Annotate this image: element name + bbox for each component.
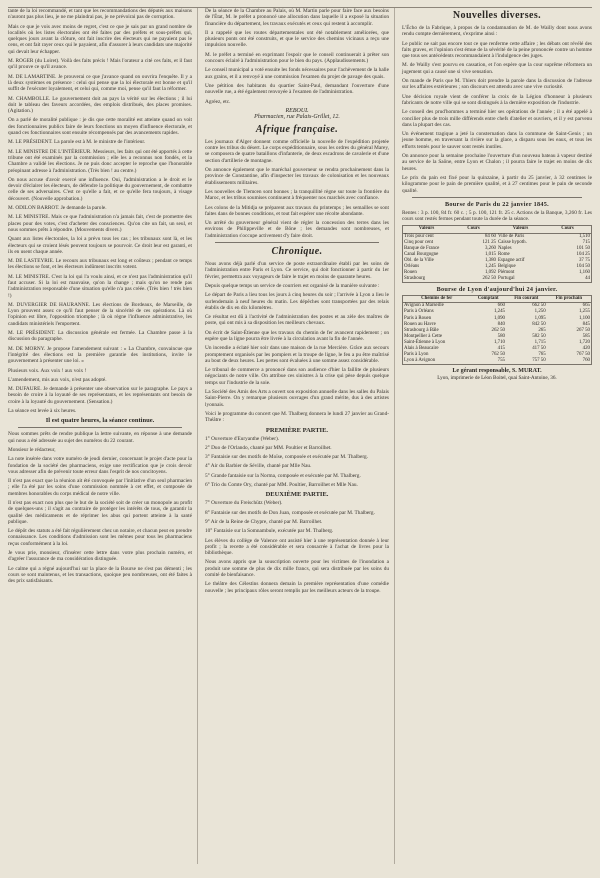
program-item: 5° Grande fantaisie sur la Norma, composée et exécutée par M. Thalberg.	[205, 472, 361, 479]
table-row	[403, 233, 591, 240]
column-2-outro	[205, 538, 389, 594]
paragraph: Je vous prie, monsieur, d'insérer cette lettre dans votre plus prochain numéro, et d'agréer l'assurance de ma considération distinguée.	[8, 550, 194, 563]
paragraph: Le dépôt des statuts a été fait régulièrement chez un notaire, et chacun peut en prendre connaissance. Les conditions d'admission sont les mêmes pour tous les pharmaciens reçus conformément à la loi.	[8, 528, 194, 547]
table-cell: 1,720	[578, 339, 590, 345]
column-header: Chemins de fer	[403, 296, 470, 303]
program-head-2: DEUXIÈME PARTIE.	[265, 491, 329, 499]
paragraph: M. LE PRÉSIDENT. La discussion générale est fermée. La Chambre passe à la discussion du paragraphe.	[8, 330, 194, 343]
table-cell: 415	[497, 346, 505, 352]
column-header: Cours	[544, 226, 591, 233]
table-body	[403, 233, 591, 282]
paragraph: Nous avons appris que la souscription ouverte pour les victimes de l'inondation a produit une somme de plus de dix mille francs, qui sera distribuée par les soins du comité de bienfaisance.	[205, 559, 391, 578]
table-cell: 840	[497, 321, 505, 327]
table-body	[403, 303, 591, 364]
paragraph: Le conseil des prud'hommes a terminé hier ses opérations de l'année ; il a été appelé à concilier plus de trois mille différends entre chefs d'atelier et ouvriers, et il y est parvenu dans la plupart des cas.	[402, 109, 594, 128]
bourse-paris-table-box	[402, 225, 592, 283]
column-header: Valeurs	[497, 226, 544, 233]
nouvelles-body	[402, 25, 592, 194]
table-cell: Lyon à Avignon	[404, 358, 436, 364]
table-cell: 3,260	[484, 245, 496, 251]
paragraph: Quant aux listes électorales, la loi a prévu tous les cas ; les tribunaux sont là, et les électeurs qui se croient lésés peuvent toujours se pourvoir. Ce droit leur est garanti, et ils en usent chaque année.	[8, 236, 194, 255]
paragraph: La Société des Amis des Arts a ouvert son exposition annuelle dans les salles du Palais Saint-Pierre. On y remarque plusieurs ouvrages d'un grand mérite, dus à des artistes lyonnais.	[205, 389, 391, 408]
table-cell: Banque de France	[404, 245, 440, 251]
paragraph: Le tribunal de commerce a prononcé dans son audience d'hier la faillite de plusieurs négociants de notre ville. On attribue ces sinistres à la crise qui pèse depuis quelque temps sur l'industrie de la soie.	[205, 367, 391, 386]
table-header-row	[403, 296, 591, 303]
chronique-body	[205, 261, 389, 424]
column-1-tail	[8, 431, 192, 584]
table-cell: 104 50	[576, 263, 590, 269]
paragraph: Nous avons déjà parlé d'un service de poste extraordinaire établi par les soins de l'administration entre Paris et Lyon. Ce service, qui doit fonctionner à partir du 1er février, permettra aux voyageurs de faire le trajet en moins de quarante heures.	[205, 261, 391, 280]
paragraph: La séance est levée à six heures.	[8, 408, 77, 415]
bourse-lyon-table	[403, 296, 591, 364]
table-cell: Strasbourg	[404, 276, 426, 282]
table-cell: 1,255	[578, 309, 590, 315]
paragraph: Plusieurs voix. Aux voix ! aux voix !	[8, 367, 87, 374]
paragraph: Un événement tragique a jeté la consternation dans la commune de Saint-Genis ; un jeune homme, en traversant la rivière sur la glace, a disparu sous les eaux, et tous les efforts tentés pour le sauver sont restés inutiles.	[402, 131, 594, 150]
column-header: Valeurs	[403, 226, 450, 233]
program-item: 8° Fantaisie sur des motifs de Don Juan, composée et exécutée par M. Thalberg.	[205, 509, 375, 516]
table-cell: 662 50	[532, 303, 546, 309]
afrique-body	[205, 139, 389, 239]
paragraph: Agréez, etc.	[205, 98, 231, 105]
table-cell: Paris à Lyon	[404, 352, 429, 358]
table-cell: 580	[497, 333, 505, 339]
table-cell: Espagne actif	[498, 257, 525, 263]
table-cell: 1,092	[484, 270, 496, 276]
paragraph: Voici le programme du concert que M. Thalberg donnera le lundi 27 janvier au Grand-Théâtre :	[205, 410, 389, 424]
table-cell: Caisse hypoth.	[498, 239, 527, 245]
table-cell: Rome	[498, 251, 510, 257]
column-header: Fin prochain	[547, 296, 591, 303]
table-row	[403, 303, 591, 310]
table-cell: 84 60	[484, 233, 496, 239]
paragraph: Il n'est pas exact non plus que le but de la société soit de créer un monopole au profit de quelques-uns ; il s'agit au contraire de protéger les intérêts de tous, de garantir la qualité des médicaments et de réprimer les abus qui portent atteinte à la santé publique.	[8, 500, 194, 525]
bourse-paris-table	[403, 226, 591, 282]
paragraph: Le prix du pain est fixé pour la quinzaine, à partir du 25 janvier, à 32 centimes le kilogramme pour le pain de première qualité, et à 27 centimes pour le pain de seconde qualité.	[402, 174, 594, 194]
divider	[18, 427, 182, 428]
paragraph: Les journaux d'Alger donnent comme officielle la nouvelle de l'expédition projetée contre les tribus du désert. Le corps expéditionnaire, sous les ordres du général Marey, se composera de quatre bataillons d'infanterie, de deux escadrons de cavalerie et d'une section d'artillerie de montagne.	[205, 138, 391, 164]
table-cell: 262 50	[482, 276, 496, 282]
table-cell: Rouen au Havre	[404, 321, 436, 327]
table-cell: 582 50	[532, 333, 546, 339]
program-item: 7° Ouverture du Freischütz (Weber).	[205, 500, 283, 507]
program-head-1: PREMIÈRE PARTIE.	[265, 426, 329, 434]
paragraph: Ce résultat est dû à l'activité de l'administration des postes et au zèle des maîtres de poste, qui ont mis à sa disposition les meilleurs chevaux.	[205, 314, 391, 327]
table-cell: Cinq pour cent	[404, 239, 434, 245]
paragraph: M. DUVERGIER DE HAURANNE. Les élections de Bordeaux, de Marseille, de Lyon prouvent assez ce qu'il faut penser de la sincérité de ces opérations. Là où l'opinion est libre, l'opposition triomphe ; là où règne l'influence administrative, les candidats ministériels l'emportent.	[8, 301, 194, 327]
paragraph: On mande de Paris que M. Thiers doit prendre la parole dans la discussion de l'adresse sur les affaires extérieures ; son discours est attendu avec une vive curiosité.	[402, 78, 594, 91]
signature	[205, 108, 389, 120]
signature-title: Pharmacien, rue Palais-Grillet, 12.	[254, 113, 340, 120]
table-cell: 1,090	[493, 315, 505, 321]
paragraph: M. LE MINISTRE. C'est la loi qui l'a voulu ainsi, et ce n'est pas l'administration qu'il faut accuser. Si la loi est mauvaise, qu'on la change ; mais qu'on ne rende pas l'administration responsable d'une situation qu'elle n'a pas créée. (Très bien ! très bien !)	[8, 273, 194, 299]
bourse-paris-title: Bourse de Paris du 22 janvier 1845.	[444, 200, 550, 208]
table-cell: 104 25	[576, 251, 590, 257]
table-cell: 1,245	[484, 263, 496, 269]
table-cell: 265	[538, 327, 546, 333]
program-item: 1° Ouverture d'Euryanthe (Weber).	[205, 435, 280, 442]
column-2-intro	[205, 8, 389, 105]
divider	[412, 197, 582, 198]
printer-line: Lyon, imprimerie de Léon Boitel, quai Saint-Antoine, 36.	[437, 374, 557, 381]
paragraph: Le conseil municipal a voté ensuite les fonds nécessaires pour l'achèvement de la halle aux grains, et il a renvoyé à une commission l'examen du projet de pavage des quais.	[205, 67, 391, 80]
table-cell: 1,380	[484, 257, 496, 263]
table-cell: Montpellier à Cette	[404, 333, 443, 339]
paragraph: Depuis quelque temps un service de courriers est organisé de la manière suivante :	[205, 282, 380, 289]
table-cell: 755	[497, 358, 505, 364]
paragraph: Un arrêté du gouverneur général vient de régler la concession des terres dans les environs de Philippeville et de Bône ; les demandes sont nombreuses, et l'administration s'occupe activement d'y faire droit.	[205, 220, 391, 239]
paragraph: On annonce pour la semaine prochaine l'ouverture d'un nouveau bateau à vapeur destiné au service de la Saône, entre Lyon et Chalon ; il pourra faire le trajet en moins de dix heures.	[402, 153, 594, 172]
table-cell: 37 75	[578, 257, 590, 263]
table-row	[403, 276, 591, 282]
table-header-row	[403, 226, 591, 233]
paragraph: On annonce également que le maréchal gouverneur se rendra prochainement dans la province de Constantine, afin d'inspecter les travaux de colonisation et les nouveaux établissements militaires.	[205, 167, 391, 186]
table-cell: Strasbourg à Bâle	[404, 327, 439, 333]
paragraph: On écrit de Saint-Étienne que les travaux du chemin de fer avancent rapidement ; on espère que la ligne pourra être livrée à la circulation avant la fin de l'année.	[205, 329, 391, 342]
table-cell: 767 50	[576, 352, 590, 358]
program-item: 2° Duo de l'Orlando, chanté par MM. Poultier et Barroilhet.	[205, 444, 332, 451]
paragraph: L'amendement, mis aux voix, n'est pas adopté.	[8, 376, 107, 383]
paragraph: Les colons de la Mitidja se préparent aux travaux du printemps ; les semailles se sont faites dans de bonnes conditions, et tout fait espérer une récolte abondante.	[205, 204, 391, 217]
table-cell: Rouen	[404, 270, 417, 276]
table-cell: Canal Bourgogne	[404, 251, 439, 257]
table-cell: 1,715	[534, 339, 546, 345]
table-cell: 715	[582, 239, 590, 245]
gerant-line: Le gérant responsable, S. MURAT.	[452, 368, 542, 375]
closing-line: Il est quatre heures, la séance continue.	[45, 417, 155, 425]
table-cell: 1,250	[534, 309, 546, 315]
section-head-afrique: Afrique française.	[255, 123, 339, 135]
column-1-body	[8, 8, 192, 414]
table-cell: Obl. de la Ville	[404, 257, 434, 263]
column-header: Comptant	[470, 296, 506, 303]
program-item: 4° Air du Barbier de Séville, chanté par Mlle Nau.	[205, 463, 312, 470]
paragraph: M. DE MORNY. Je propose l'amendement suivant : « La Chambre, convaincue que l'intégrité des élections est la première garantie des institutions, invite le gouvernement à présenter une loi. »	[8, 345, 194, 365]
program-item: 10° Fantaisie sur la Somnambule, exécutée par M. Thalberg.	[205, 528, 334, 535]
paragraph: On a parlé de moralité publique : je dis que cette moralité est atteinte quand on voit des fonctionnaires publics faire de leurs fonctions un moyen d'influence électorale, et quand ces fonctionnaires sont ensuite récompensés par des avancements rapides.	[8, 117, 194, 137]
paragraph: M. DUFAURE. Je demande à présenter une observation sur le paragraphe. Le pays a besoin de croire à la loyauté de ses représentants, et les représentants ont besoin de croire à la loyauté du gouvernement. (Sensation.)	[8, 386, 194, 405]
table-cell: 1,015	[484, 251, 496, 257]
table-cell: 660	[497, 303, 505, 309]
table-cell: 262 50	[491, 327, 505, 333]
paragraph: Le théâtre des Célestins donnera demain la première représentation d'une comédie nouvelle ; les principaux rôles seront remplis par les meilleurs acteurs de la troupe.	[205, 581, 391, 594]
paragraph: tante de la loi recommandé, et tant que les recommandations des députés aux maisons n'auront pas plus lieu, je ne me plaindrai pas, je ne prévoirai pas de corruption.	[8, 8, 194, 21]
table-cell: 765	[538, 352, 546, 358]
table-cell: 845	[582, 321, 590, 327]
signature-name: REBOUL	[285, 107, 309, 114]
paragraph: M. DE LASTEYRIE. Le recours aux tribunaux est long et coûteux ; pendant ce temps les élections se font, et les électeurs indûment inscrits votent.	[8, 258, 194, 271]
footer	[402, 368, 592, 380]
column-2	[205, 8, 395, 864]
table-cell: Portugal	[498, 276, 515, 282]
table-cell: 44	[585, 276, 590, 282]
table-cell: 757 50	[532, 358, 546, 364]
paragraph: M. CHAMBOLLE. Le gouvernement doit au pays la vérité sur les élections ; il lui doit le tableau des faveurs accordées, des emplois distribués, des places promises. (Agitation.)	[8, 95, 194, 115]
table-cell: 762 50	[491, 352, 505, 358]
paragraph: M. DE LAMARTINE. Je prouverai ce que j'avance quand on ouvrira l'enquête. Il y a là deux systèmes en présence : celui qui pense que la loi électorale est bonne et qu'il suffit de l'exécuter loyalement, et celui qui, comme moi, pense qu'il faut la réformer.	[8, 73, 194, 93]
paragraph: M. ROGER (du Loiret). Voilà des faits précis ! Mais l'orateur a cité ces faits, et il faut qu'il prouve ce qu'il avance.	[8, 58, 194, 71]
bourse-lyon-table-box	[402, 295, 592, 365]
table-cell: Naples	[498, 245, 512, 251]
column-header: Cours	[450, 226, 497, 233]
paragraph: Mais ce que je vois avec moins de regret, c'est ce que je sais par un grand nombre de localités où les listes électorales ont été faites par des préfets et sous-préfets qui, quelques jours avant la clôture, ont fait inscrire des électeurs qui ne payaient pas le cens, et ont fait rayer ceux qui le payaient, afin d'assurer à leurs candidats une majorité qui devait leur échapper.	[8, 23, 194, 55]
table-cell: Orléans	[404, 263, 420, 269]
program-item: 6° Trio du Comte Ory, chanté par MM. Poultier, Barroilhet et Mlle Nau.	[205, 482, 358, 489]
program-list-1	[205, 436, 389, 489]
table-cell: 101 50	[576, 245, 590, 251]
table-cell: Avignon à Marseille	[404, 303, 444, 309]
paragraph: M. LE PRÉSIDENT. La parole est à M. le ministre de l'intérieur.	[8, 139, 146, 146]
program-list-2	[205, 500, 389, 534]
table-cell: Saint-Étienne à Lyon	[404, 339, 446, 345]
paragraph: M. LE MINISTRE DE L'INTÉRIEUR. Messieurs, les faits qui ont été apportés à cette tribune ont été examinés par la commission ; elle les a reconnus non fondés, et la Chambre a validé les élections. Je ne puis donc accepter le reproche que l'honorable préopinant adresse à l'administration. (Très bien ! au centre.)	[8, 148, 194, 174]
section-head-chronique: Chronique.	[271, 246, 323, 258]
table-cell: 1,160	[578, 270, 590, 276]
paragraph: Le public ne sait pas encore tout ce que renferme cette affaire ; les débats ont révélé des faits graves, et l'opinion s'est émue de la sévérité de la peine prononcée contre un homme que tous ses antécédents recommandaient à l'indulgence des juges.	[402, 40, 594, 60]
paragraph: Un incendie a éclaté hier soir dans une maison de la rue Mercière. Grâce aux secours promptement organisés par les pompiers et la troupe de ligne, le feu a pu être maîtrisé au bout de deux heures. Les pertes sont évaluées à une somme assez considérable.	[205, 345, 391, 364]
table-cell: 1,100	[578, 315, 590, 321]
paragraph: Nous sommes prêts de rendre publique la lettre suivante, en réponse à une demande qui nous a été adressée au sujet des numéros du 22 courant.	[8, 431, 194, 444]
bourse-paris-note: Rentes : 3 p. 100, 84 fr. 60 c. ; 5 p. 100, 121 fr. 25 c. Actions de la Banque, 3,260 fr. Les cours sont restés fermes pendant toute la durée de la séance.	[402, 209, 594, 223]
paragraph: Le départ de Paris a lieu tous les jours à cinq heures du soir ; l'arrivée à Lyon a lieu le surlendemain à neuf heures du matin. Les dépêches sont transportées par des relais établis de dix en dix kilomètres.	[205, 292, 391, 311]
table-cell: Piémont	[498, 270, 515, 276]
program-item: 9° Air de la Reine de Chypre, chanté par M. Barroilhet.	[205, 518, 323, 525]
table-cell: 1,710	[493, 339, 505, 345]
table-cell: Alais à Beaucaire	[404, 346, 439, 352]
divider	[215, 242, 379, 243]
paragraph: Les nouvelles de Tlemcen sont bonnes ; la tranquillité règne sur toute la frontière du Maroc, et les tribus soumises continuent à fréquenter nos marchés avec confiance.	[205, 188, 391, 202]
table-cell: Paris à Orléans	[404, 309, 434, 315]
table-cell: 420	[582, 346, 590, 352]
table-cell: Paris à Rouen	[404, 315, 432, 321]
paragraph: Monsieur le rédacteur,	[8, 446, 56, 453]
paragraph: Une pétition des habitants du quartier Saint-Paul, demandant l'ouverture d'une nouvelle rue, a été également renvoyée à l'examen de l'administration.	[205, 82, 391, 96]
table-row	[403, 358, 591, 364]
paragraph: Il n'est pas exact que la réunion ait été convoquée par l'initiative d'un seul pharmacien ; elle l'a été par les soins d'une commission nommée à cet effet, et composée de membres honorables du corps médical de notre ville.	[8, 478, 194, 497]
paragraph: M. de Wailly s'est pourvu en cassation, et l'on espère que la cour suprême réformera un jugement qui a causé une si vive sensation.	[402, 62, 594, 75]
table-cell: Belgique	[498, 263, 516, 269]
table-cell: Trois pour cent	[404, 233, 434, 239]
paragraph: M. le préfet a terminé en exprimant l'espoir que le conseil continuerait à prêter son concours éclairé à l'administration pour le bien du pays. (Applaudissements.)	[205, 51, 391, 65]
paragraph: De la séance de la Chambre au Palais, où M. Martin parle pour faire face aux besoins de l'État, M. le préfet a prononcé une allocution dans laquelle il a exposé la situation financière du département, les travaux exécutés et ceux qui restent à accomplir.	[205, 8, 391, 27]
paragraph: On nous accuse d'avoir exercé une influence. Oui, l'administration a le droit et le devoir d'éclairer les électeurs, de défendre la politique du gouvernement, de combattre celle de ses adversaires. C'est ce qu'elle a fait, et ce qu'elle fera toujours, à visage découvert. (Nouvelle approbation.)	[8, 176, 194, 202]
paragraph: La note insérée dans votre numéro de jeudi dernier, concernant le projet d'acte pour la fondation de la société des pharmaciens, exige une rectification que je crois devoir vous adresser afin de prévenir toute erreur dans l'esprit de nos concitoyens.	[8, 456, 194, 475]
table-cell: 1,510	[578, 233, 590, 239]
paragraph: Les élèves du collège de Valence ont assisté hier à une représentation donnée à leur profit ; la recette a été considérable et sera consacrée à l'achat de livres pour la bibliothèque.	[205, 537, 391, 557]
table-cell: 760	[582, 358, 590, 364]
column-header: Fin courant	[506, 296, 547, 303]
newspaper-page	[8, 7, 592, 864]
table-cell: 842 50	[532, 321, 546, 327]
column-1	[8, 8, 198, 864]
paragraph: Il a rappelé que les routes départementales ont été notablement améliorées, que plusieurs ponts ont été construits, et que le service des chemins vicinaux a reçu une impulsion nouvelle.	[205, 29, 391, 49]
paragraph: Le calme qui a régné aujourd'hui sur la place de la Bourse ne s'est pas démenti ; les cours se sont maintenus, et les transactions, quoique peu nombreuses, ont été faites à des prix satisfaisants.	[8, 565, 194, 585]
paragraph: L'Écho de la Fabrique, à propos de la condamnation de M. de Wailly dont nous avons rendu compte dernièrement, s'exprime ainsi :	[402, 25, 594, 38]
table-cell: 1,095	[534, 315, 546, 321]
table-cell: 417 50	[532, 346, 546, 352]
table-cell: 267 50	[576, 327, 590, 333]
table-cell: 665	[582, 303, 590, 309]
table-cell: 121 25	[482, 239, 496, 245]
paragraph: Une décision royale vient de conférer la croix de la Légion d'honneur à plusieurs fabricants de notre ville qui se sont distingués à la dernière exposition de l'industrie.	[402, 93, 594, 106]
bourse-lyon-title: Bourse de Lyon d'aujourd'hui 24 janvier.	[436, 286, 558, 294]
column-grid	[8, 8, 592, 864]
paragraph: M. ODILON BARROT. Je demande la parole.	[8, 205, 107, 212]
table-cell: 1,245	[493, 309, 505, 315]
paragraph: M. LE MINISTRE. Mais ce que l'administration n'a jamais fait, c'est de promettre des places pour des votes, c'est d'acheter des consciences. Qu'on cite un fait, un seul, et nous sommes prêts à répondre. (Mouvements divers.)	[8, 214, 194, 233]
section-head-nouvelles: Nouvelles diverses.	[452, 10, 542, 21]
program-item: 3° Fantaisie sur des motifs de Moïse, composée et exécutée par M. Thalberg.	[205, 454, 368, 461]
column-3	[402, 8, 592, 864]
table-cell: Ville de Paris	[498, 233, 525, 239]
table-cell: 585	[582, 333, 590, 339]
